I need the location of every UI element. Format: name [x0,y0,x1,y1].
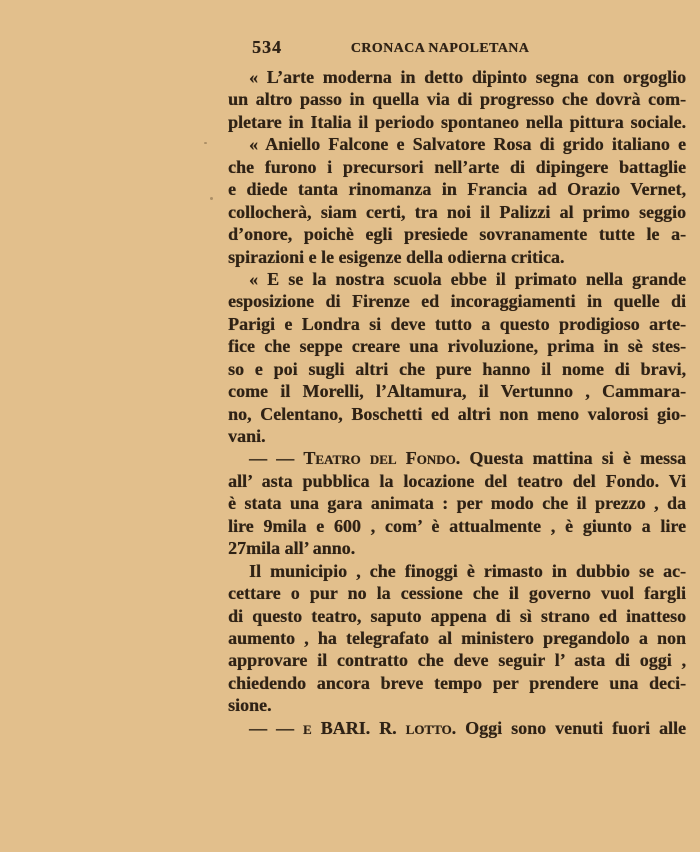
text-line: come il Morelli, l’Altamura, il Vertunno , Cammara- [228,381,686,402]
text-line: no, Celentano, Boschetti ed altri non meno valorosi gio- [228,403,686,424]
text-line: 27mila all’ anno. [228,538,356,559]
text-line: chiedendo ancora breve tempo per prendere una deci- [228,672,686,693]
text-line: fice che seppe creare una rivoluzione, prima in sè stes- [228,336,686,357]
section-title-smallcaps: Teatro del Fondo. [303,448,461,469]
text-line: all’ asta pubblica la locazione del teatro del Fondo. Vi [228,470,686,491]
text-segment: Oggi sono venuti fuori alle [465,717,687,738]
section-title-smallcaps: lotto. [405,717,457,738]
text-line: è stata una gara animata : per modo che il prezzo , da [228,493,686,514]
text-segment: BARI. R. [320,717,397,738]
text-line: Parigi e Londra si deve tutto a questo prodigioso arte- [228,313,686,334]
text-line: di questo teatro, saputo appena di sì strano ed inatteso [228,605,686,626]
text-line: approvare il contratto che deve seguir l’ asta di oggi , [228,650,686,671]
text-line: « E se la nostra scuola ebbe il primato nella grande [249,268,686,289]
scan-speck [210,197,213,200]
text-line: sione. [228,695,272,716]
smallcaps-e: e [302,717,312,738]
text-line [228,447,686,469]
page-text [228,66,686,739]
section-dash-marker: — — [249,717,294,738]
scan-speck [204,142,207,144]
text-line: spirazioni e le esigenze della odierna critica. [228,246,565,267]
text-line: un altro passo in quella via di progresso che dovrà com- [228,89,686,110]
text-line: d’onore, poichè egli presiede sovranamente tutte le a- [228,224,686,245]
running-title: CRONACA NAPOLETANA [350,41,530,56]
text-line: collocherà, siam certi, tra noi il Palizzi al primo seggio [228,201,686,222]
text-line: Il municipio , che finoggi è rimasto in dubbio se ac- [249,560,686,581]
text-line: « L’arte moderna in detto dipinto segna con orgoglio [249,67,686,87]
text-line [228,717,686,739]
text-line: cettare o pur no la cessione che il governo vuol fargli [228,583,686,604]
section-dash-marker: — — [249,448,295,469]
text-line: so e poi sugli altri che pure hanno il nome di bravi, [228,358,686,379]
text-line: pletare in Italia il periodo spontaneo nella pittura sociale. [228,111,686,132]
text-line: aumento , ha telegrafato al ministero pregandolo a non [228,627,686,648]
text-line: che furono i precursori nell’arte di dipingere battaglie [228,156,686,177]
page-number: 534 [252,37,282,57]
text-line: e diede tanta rinomanza in Francia ad Orazio Vernet, [228,179,686,200]
text-line: lire 9mila e 600 , com’ è attualmente , è giunto a lire [228,515,686,536]
text-line: « Aniello Falcone e Salvatore Rosa di grido italiano e [249,134,686,155]
text-line: vani. [228,426,266,446]
text-segment: Questa mattina si è messa [469,448,687,469]
text-line: esposizione di Firenze ed incoraggiamenti in quelle di [228,291,686,312]
